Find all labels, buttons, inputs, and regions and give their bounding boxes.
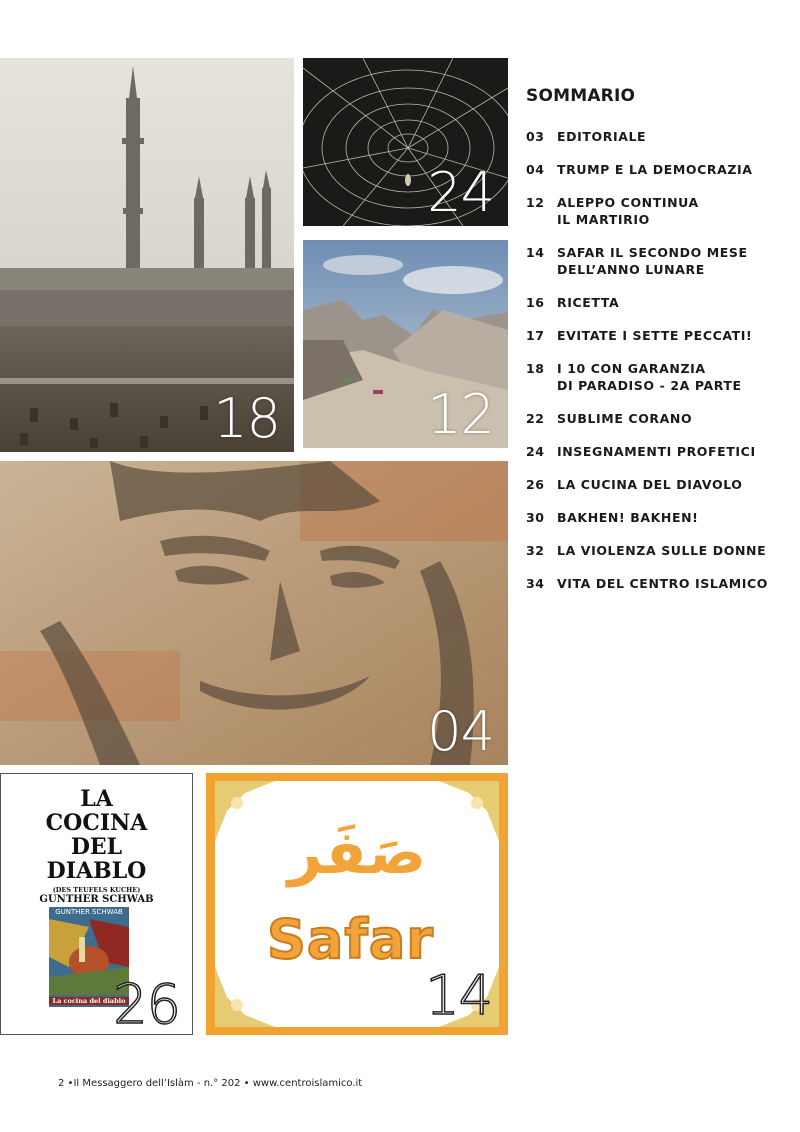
toc-title: VITA DEL CENTRO ISLAMICO (557, 576, 769, 591)
toc-item[interactable] (526, 443, 786, 460)
toc-item[interactable] (526, 294, 786, 311)
toc-title: RICETTA (557, 295, 620, 310)
toc-page-number: 34 (526, 576, 545, 591)
page-number-badge: 12 (427, 383, 494, 446)
toc-title: LA VIOLENZA SULLE DONNE (557, 543, 767, 558)
toc-title: TRUMP E LA DEMOCRAZIA (557, 162, 753, 177)
photo-aleppo-ruins (303, 240, 508, 448)
toc-title: ALEPPO CONTINUA IL MARTIRIO (557, 195, 699, 227)
toc-item[interactable] (526, 476, 786, 493)
page-number-badge: 14 (425, 964, 492, 1027)
toc-page-number: 17 (526, 328, 545, 343)
toc-page-number: 24 (526, 444, 545, 459)
page-number-badge: 24 (427, 161, 494, 224)
toc-page-number: 12 (526, 195, 545, 210)
book-cover-tile (0, 773, 193, 1035)
toc-item[interactable] (526, 244, 786, 278)
toc-item[interactable] (526, 542, 786, 559)
safar-latin: Safar (267, 908, 434, 971)
toc-title: I 10 CON GARANZIA DI PARADISO - 2A PARTE (557, 361, 742, 393)
book-author: GUNTHER SCHWAB (39, 894, 154, 905)
toc-item[interactable] (526, 161, 786, 178)
toc-item[interactable] (526, 509, 786, 526)
toc-title: BAKHEN! BAKHEN! (557, 510, 699, 525)
toc-item[interactable] (526, 360, 786, 394)
safar-tile (206, 773, 508, 1035)
cover-author: GUNTHER SCHWAB (55, 908, 123, 916)
toc-item[interactable] (526, 128, 786, 145)
toc-page-number: 04 (526, 162, 545, 177)
book-title-line: DIABLO (46, 858, 147, 884)
toc-page-number: 03 (526, 129, 545, 144)
book-title-line: LA (80, 786, 113, 812)
toc-page-number: 16 (526, 295, 545, 310)
table-of-contents (526, 86, 786, 608)
cover-title: La cocina del diablo (49, 997, 129, 1005)
photo-mosque (0, 58, 294, 452)
page-footer: 2 •Il Messaggero dell’Islàm - n.° 202 • www.centroislamico.it (58, 1078, 363, 1089)
toc-page-number: 18 (526, 361, 545, 376)
toc-page-number: 30 (526, 510, 545, 525)
toc-item[interactable] (526, 410, 786, 427)
toc-item[interactable] (526, 575, 786, 592)
page-number-badge: 04 (427, 700, 494, 763)
page-number-badge: 26 (113, 973, 180, 1035)
toc-page-number: 26 (526, 477, 545, 492)
toc-title: SAFAR IL SECONDO MESE DELL’ANNO LUNARE (557, 245, 748, 277)
toc-heading: SOMMARIO (526, 86, 636, 106)
photo-spider-web (303, 58, 508, 226)
toc-title: SUBLIME CORANO (557, 411, 693, 426)
toc-title: INSEGNAMENTI PROFETICI (557, 444, 756, 459)
toc-list (526, 128, 786, 592)
toc-page-number: 14 (526, 245, 545, 260)
book-title-line: COCINA (45, 810, 148, 836)
toc-item[interactable] (526, 327, 786, 344)
toc-item[interactable] (526, 194, 786, 228)
photo-trump-portrait (0, 461, 508, 765)
toc-page-number: 22 (526, 411, 545, 426)
safar-arabic: صَفَر (287, 818, 427, 888)
book-title-line: DEL (70, 834, 123, 860)
toc-page-number: 32 (526, 543, 545, 558)
book-subtitle: (DES TEUFELS KUCHE) (52, 886, 141, 894)
toc-title: LA CUCINA DEL DIAVOLO (557, 477, 743, 492)
toc-title: EVITATE I SETTE PECCATI! (557, 328, 753, 343)
toc-title: EDITORIALE (557, 129, 647, 144)
page-number-badge: 18 (213, 387, 280, 450)
